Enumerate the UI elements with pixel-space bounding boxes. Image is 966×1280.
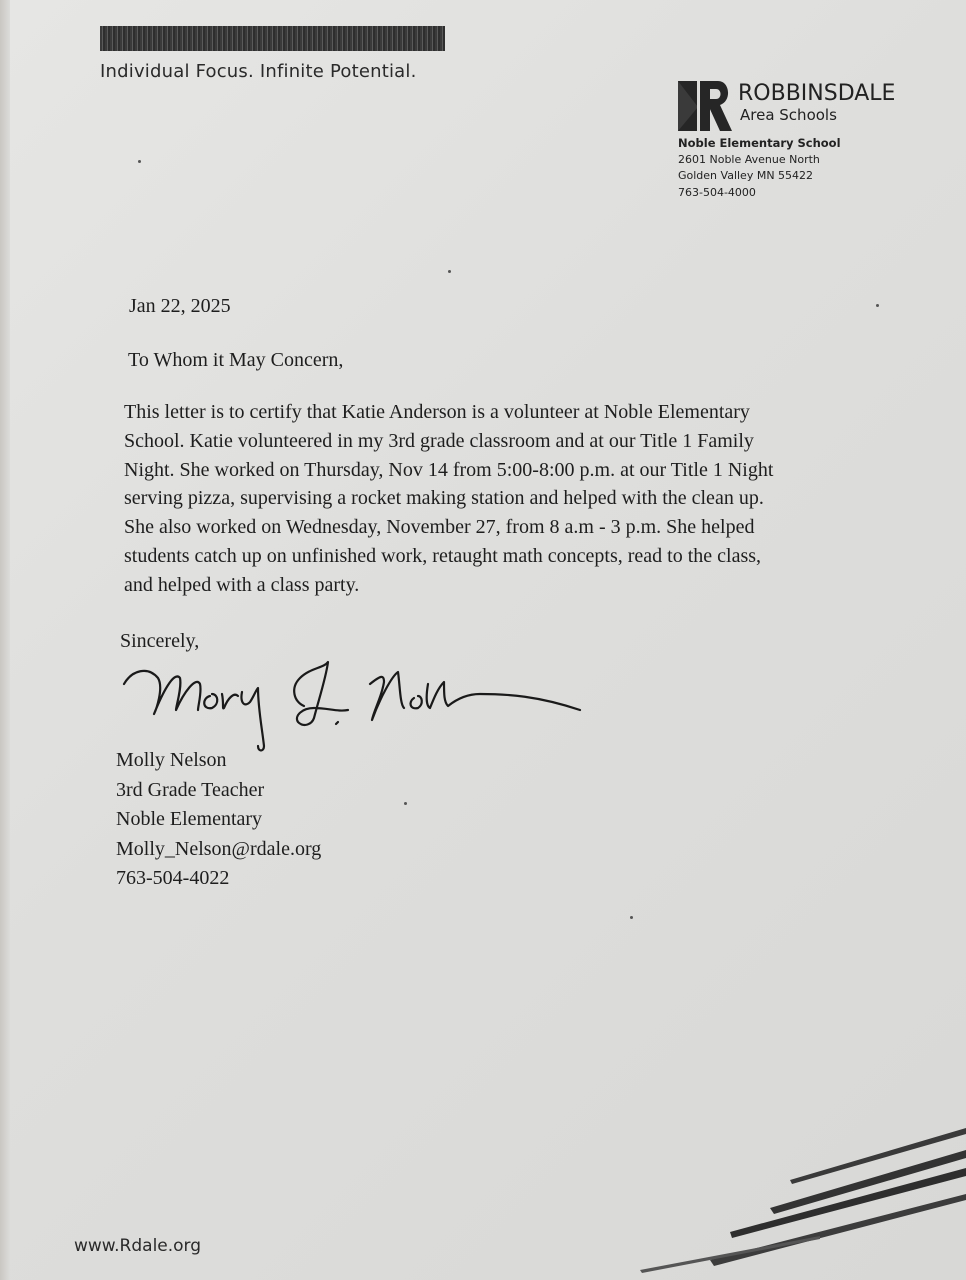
paper-speck	[448, 270, 451, 273]
body-line: and helped with a class party.	[124, 573, 360, 596]
signature-block	[116, 746, 321, 894]
robbinsdale-r-logo-icon	[676, 77, 734, 133]
letter-salutation: To Whom it May Concern,	[128, 349, 344, 371]
paper-speck	[404, 802, 407, 805]
district-subtitle: Area Schools	[740, 106, 837, 124]
school-name: Noble Elementary School	[678, 136, 841, 150]
district-logo	[676, 77, 916, 137]
footer-stripes-decoration	[620, 1110, 966, 1280]
signer-title: 3rd Grade Teacher	[116, 778, 265, 801]
letterhead-bar	[100, 26, 445, 51]
footer-website: www.Rdale.org	[74, 1236, 202, 1256]
address-line-2: Golden Valley MN 55422	[678, 169, 814, 182]
letter-closing: Sincerely,	[120, 630, 200, 652]
signer-name: Molly Nelson	[116, 749, 227, 771]
paper-speck	[138, 160, 141, 163]
school-phone: 763-504-4000	[678, 185, 756, 199]
letterhead-tagline: Individual Focus. Infinite Potential.	[100, 61, 417, 82]
body-line: Night. She worked on Thursday, Nov 14 from 5:00-8:00 p.m. at our Title 1 Night	[124, 458, 774, 481]
body-line: students catch up on unfinished work, retaught math concepts, read to the class,	[124, 544, 762, 567]
handwritten-signature	[118, 648, 588, 756]
school-address-block	[678, 135, 841, 201]
letter-date: Jan 22, 2025	[129, 295, 231, 317]
letter-body	[124, 398, 904, 600]
signer-school: Noble Elementary	[116, 808, 263, 831]
paper-edge-shadow	[0, 0, 10, 1280]
paper-speck	[876, 304, 879, 307]
signer-email: Molly_Nelson@rdale.org	[116, 837, 322, 860]
body-line: School. Katie volunteered in my 3rd grade classroom and at our Title 1 Family	[124, 429, 754, 452]
district-name: ROBBINSDALE	[738, 81, 896, 106]
body-line: This letter is to certify that Katie Anderson is a volunteer at Noble Elementary	[124, 401, 750, 423]
address-line-1: 2601 Noble Avenue North	[678, 152, 820, 166]
body-line: serving pizza, supervising a rocket making station and helped with the clean up.	[124, 487, 764, 510]
body-line: She also worked on Wednesday, November 27, from 8 a.m - 3 p.m. She helped	[124, 516, 755, 539]
paper-speck	[630, 916, 633, 919]
signer-phone: 763-504-4022	[116, 867, 230, 890]
